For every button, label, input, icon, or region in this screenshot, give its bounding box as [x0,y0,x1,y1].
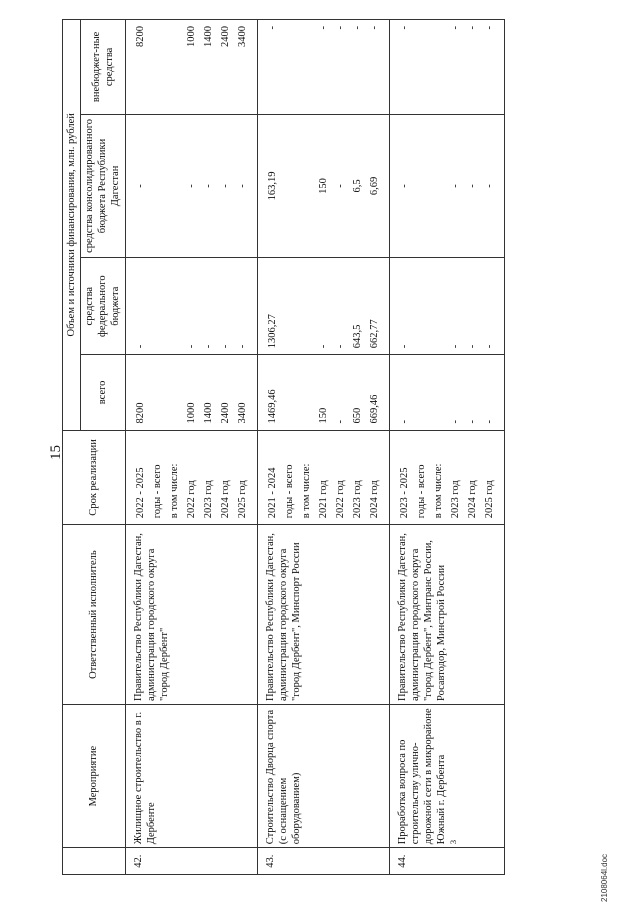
regional-value [149,118,166,254]
term-line: 2024 год [368,480,380,519]
event-cell [257,705,389,848]
term-column-cell [125,430,257,525]
total-value: 1400 [202,402,214,424]
federal-value: 662,77 [368,319,380,349]
header-regional: средства консолидированного бюджета Республики Дагестан [81,114,125,257]
header-num [63,848,126,875]
event-cell [389,705,504,848]
federal-value: - [398,344,410,349]
header-event: Мероприятие [63,705,126,848]
total-column-cell [257,355,389,430]
regional-column-cell [389,114,504,257]
total-value: 2400 [219,402,231,424]
row-number-text: 44. [396,854,408,868]
total-value: - [398,420,410,424]
extra-value: 1000 [185,26,197,47]
page-number: 15 [48,445,64,460]
federal-value: - [483,344,495,349]
total-value: 1000 [185,402,197,424]
regional-value [413,118,430,254]
extra-value: - [466,26,478,30]
financing-table [62,19,505,875]
table-row [125,20,257,875]
extra-value: - [449,26,461,30]
federal-value: - [317,344,329,349]
total-value: - [466,420,478,424]
term-line: 2024 год [466,480,478,519]
responsible-cell-text: Правительство Республики Дагестан, администрация городского округа "город Дербент", Минспорт России [264,533,302,701]
term-line: 2025 год [483,480,495,519]
regional-value: - [236,184,248,188]
federal-column-cell [125,258,257,355]
term-line: 2022 год [185,480,197,519]
total-column-cell [125,355,257,430]
federal-value: 1306,27 [266,314,278,349]
regional-value: - [219,184,231,188]
federal-column-cell [389,258,504,355]
extra-column-cell [257,20,389,115]
regional-value: 6,5 [351,179,363,193]
federal-value: 643,5 [351,324,363,349]
row-number-text: 43. [264,854,276,868]
total-value: - [334,420,346,424]
total-value: 650 [351,407,363,424]
total-value: 150 [317,407,329,424]
term-line: 2021 - 2024 [266,467,278,519]
total-value [149,358,166,426]
regional-column-cell [257,114,389,257]
term-line: в том числе: [168,463,180,519]
total-value: 8200 [134,402,146,424]
event-cell [125,705,257,848]
extra-column-cell [125,20,257,115]
extra-value [149,23,166,111]
term-column-cell [389,430,504,525]
header-financing: Объем и источники финансирования, млн. рублей [63,20,81,431]
extra-value [298,23,315,111]
term-line: 2023 год [449,480,461,519]
federal-value: - [134,344,146,349]
row-number [389,848,504,875]
term-column-cell [257,430,389,525]
regional-value: - [466,184,478,188]
table-row [257,20,389,875]
extra-value: - [351,26,363,30]
table-header [63,20,126,875]
term-line: 2023 - 2025 [398,467,410,519]
term-line: 2024 год [219,480,231,519]
regional-value: - [334,184,346,188]
term-line: годы - всего [415,464,427,519]
extra-column-cell [389,20,504,115]
total-value [413,358,430,426]
term-line: 2025 год [236,480,248,519]
extra-value [430,23,447,111]
responsible-cell-text: Правительство Республики Дагестан, администрация городского округа "город Дербент" [132,533,170,701]
regional-value: 163,19 [266,171,278,201]
event-cell-text: Жилищное строительство в г. Дербенте [132,711,157,845]
term-line: 2022 год [334,480,346,519]
event-cell-text: Строительство Дворца спорта (с оснащением оборудованием) [264,709,302,845]
regional-value: - [449,184,461,188]
total-value [430,358,447,426]
regional-value: - [483,184,495,188]
table-body [125,20,504,875]
regional-value: - [134,184,146,188]
row-number-text: 42. [132,854,144,868]
regional-value: - [185,184,197,188]
total-value: - [449,420,461,424]
total-value: 1469,46 [266,389,278,424]
extra-value: 1400 [202,26,214,47]
federal-value [430,261,447,351]
total-value: 669,46 [368,394,380,424]
header-responsible: Ответственный исполнитель [63,525,126,705]
extra-value: 8200 [134,26,146,47]
responsible-cell [125,525,257,705]
extra-value [166,23,183,111]
federal-value [149,261,166,351]
row-number [125,848,257,875]
extra-value: - [368,26,380,30]
header-total: всего [81,355,125,430]
term-line: 2023 год [202,480,214,519]
regional-value: - [398,184,410,188]
federal-value [166,261,183,351]
term-line: годы - всего [283,464,295,519]
extra-value: - [483,26,495,30]
extra-value [281,23,298,111]
regional-value: - [202,184,214,188]
total-value [281,358,298,426]
term-line: 2021 год [317,480,329,519]
term-line: в том числе: [300,463,312,519]
term-line: годы - всего [151,464,163,519]
extra-value [413,23,430,111]
term-line: 2023 год [351,480,363,519]
regional-value [281,118,298,254]
federal-value [281,261,298,351]
federal-value [298,261,315,351]
federal-value: - [185,344,197,349]
regional-value [430,118,447,254]
responsible-cell-text: Правительство Республики Дагестан, администрация городского округа "город Дербент", Минтранс России, Росавтодор, Минстрой России [396,533,447,701]
extra-value: - [317,26,329,30]
term-line: 2022 - 2025 [134,467,146,519]
header-term: Срок реализации [63,430,126,525]
footnote-marker: 3 [448,839,458,845]
extra-value: 2400 [219,26,231,47]
regional-value: 6,69 [368,176,380,196]
regional-value [166,118,183,254]
total-value: 3400 [236,402,248,424]
regional-value: 150 [317,178,329,194]
regional-value [298,118,315,254]
extra-value: - [266,26,278,30]
total-value [166,358,183,426]
extra-value: - [334,26,346,30]
extra-value: 3400 [236,26,248,47]
extra-value: - [398,26,410,30]
footer-code: 2108064l.doc [600,853,609,902]
federal-value: - [202,344,214,349]
table-row [389,20,504,875]
federal-value: - [219,344,231,349]
header-federal: средства федерального бюджета [81,258,125,355]
total-value [298,358,315,426]
total-column-cell [389,355,504,430]
federal-column-cell [257,258,389,355]
responsible-cell [389,525,504,705]
federal-value: - [236,344,248,349]
event-cell-text: Проработка вопроса по строительству улично-дорожной сети в микрорайоне Южный г. Дербента [396,708,447,845]
header-extra: внебюджет-ные средства [81,20,125,115]
federal-value: - [334,344,346,349]
federal-value: - [466,344,478,349]
total-value: - [483,420,495,424]
federal-value [413,261,430,351]
federal-value: - [449,344,461,349]
row-number [257,848,389,875]
term-line: в том числе: [432,463,444,519]
responsible-cell [257,525,389,705]
regional-column-cell [125,114,257,257]
